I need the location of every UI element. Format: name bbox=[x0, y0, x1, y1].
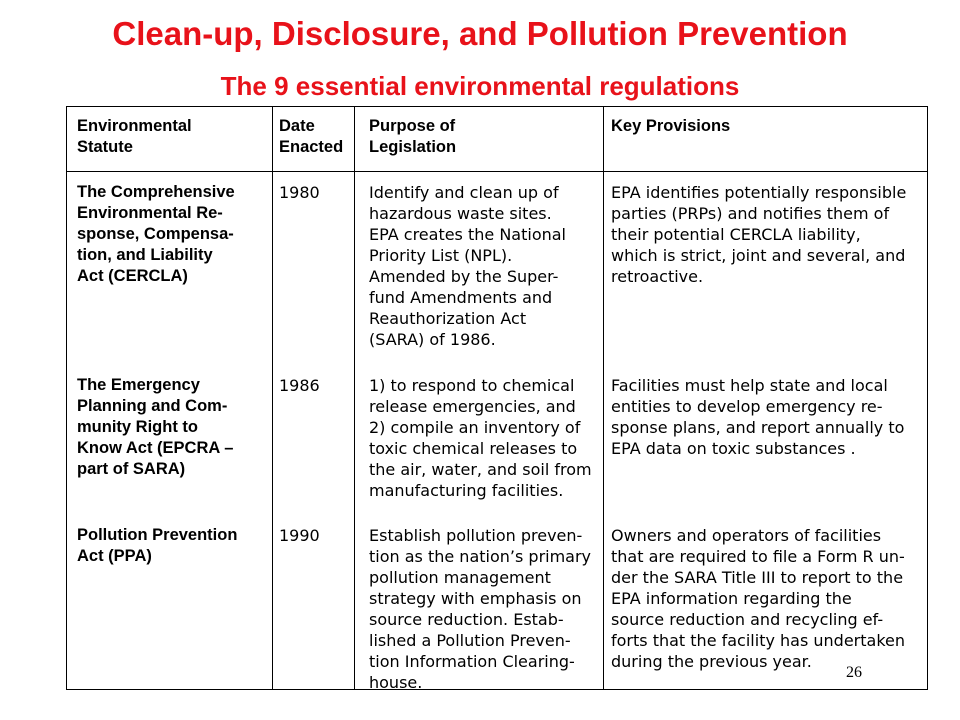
row-ppa-statute: Pollution Prevention Act (PPA) bbox=[77, 526, 238, 565]
column-divider bbox=[272, 107, 273, 689]
header-provisions: Key Provisions bbox=[611, 117, 731, 135]
header-divider bbox=[67, 171, 927, 172]
row-epcra-provisions: Facilities must help state and local entities to develop emergency re- sponse plans, and report annually to EPA data on toxic substances . bbox=[611, 376, 905, 458]
regulations-table bbox=[66, 106, 928, 690]
header-date: Date Enacted bbox=[279, 117, 344, 156]
row-epcra-purpose: 1) to respond to chemical release emergencies, and 2) compile an inventory of toxic chemical releases to the air, water, and soil from manufacturing facilities. bbox=[369, 376, 592, 500]
column-divider bbox=[354, 107, 355, 689]
row-cercla-date: 1980 bbox=[279, 183, 320, 202]
row-cercla-provisions: EPA identifies potentially responsible parties (PRPs) and notifies them of their potential CERCLA liability, which is strict, joint and several, and retroactive. bbox=[611, 183, 907, 286]
row-ppa-date: 1990 bbox=[279, 526, 320, 545]
slide-subtitle: The 9 essential environmental regulations bbox=[220, 71, 740, 101]
row-epcra-statute: The Emergency Planning and Com- munity Right to Know Act (EPCRA – part of SARA) bbox=[77, 376, 234, 478]
header-purpose: Purpose of Legislation bbox=[369, 117, 457, 156]
row-epcra-date: 1986 bbox=[279, 376, 320, 395]
page-number: 26 bbox=[846, 664, 862, 681]
row-cercla-statute: The Comprehensive Environmental Re- sponse, Compensa- tion, and Liability Act (CERCLA) bbox=[77, 183, 235, 285]
row-cercla-purpose: Identify and clean up of hazardous waste sites. EPA creates the National Priority List (NPL). Amended by the Super- fund Amendments and Reauthorization Act (SARA) of 1986. bbox=[369, 183, 566, 349]
slide-title: Clean-up, Disclosure, and Pollution Prevention bbox=[112, 15, 848, 52]
row-ppa-purpose: Establish pollution preven- tion as the nation’s primary pollution management strategy with emphasis on source reduction. Estab- lished a Pollution Preven- tion Information Clearing- house. bbox=[369, 526, 592, 692]
row-ppa-provisions: Owners and operators of facilities that are required to file a Form R un- der the SARA Title III to report to the EPA information regarding the source reduction and recycling ef- forts that the facility has undertaken during the previous year. bbox=[611, 526, 905, 671]
column-divider bbox=[603, 107, 604, 689]
header-statute: Environmental Statute bbox=[77, 117, 192, 156]
